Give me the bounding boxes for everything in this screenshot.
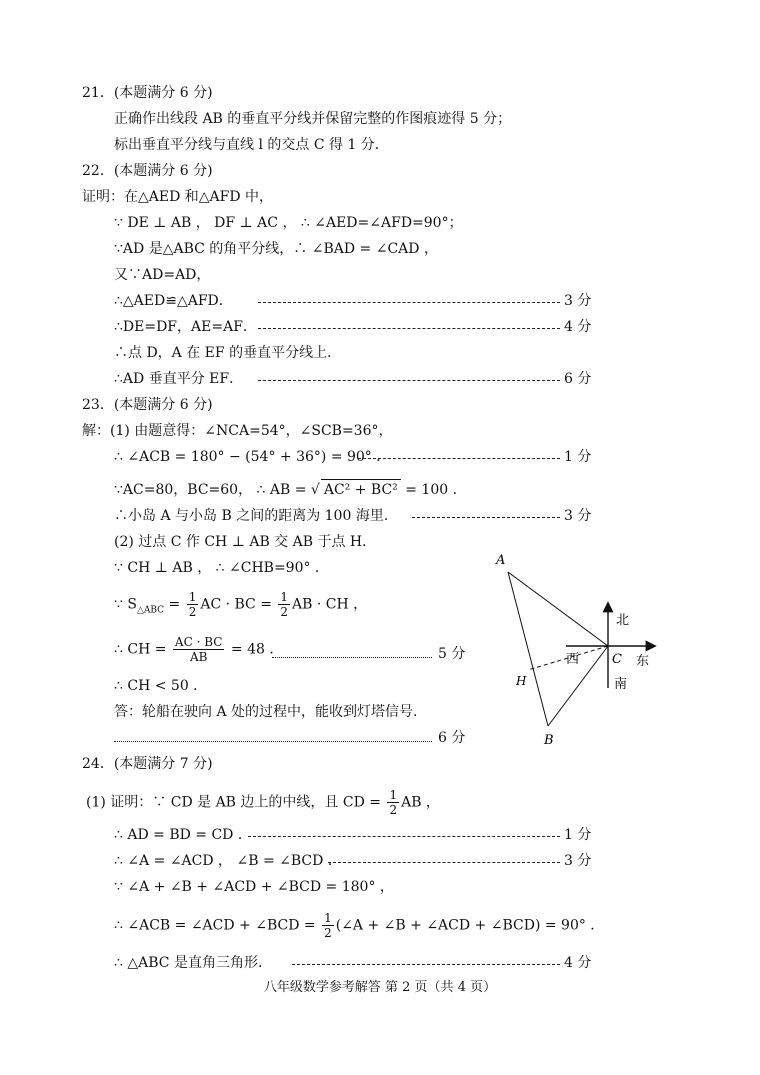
ch-fraction <box>173 635 225 664</box>
q23-line-3-b: = 100 ． <box>400 482 467 498</box>
fraction-denominator: 2 <box>188 605 197 619</box>
q22-line-6: ∴DE=DF，AE=AF． <box>114 319 257 335</box>
q22-heading: 22．(本题满分 6 分) <box>82 163 213 179</box>
score-leader <box>114 741 432 742</box>
compass-triangle-figure <box>490 548 662 748</box>
fraction-denominator: 2 <box>280 605 289 619</box>
area-subscript: △ABC <box>136 605 165 616</box>
segment-ab <box>508 572 548 726</box>
fraction-numerator: 1 <box>280 590 289 604</box>
score-5: 5 分 <box>438 646 466 662</box>
segment-ac <box>508 572 608 646</box>
score-leader <box>258 380 560 381</box>
point-c-label: C <box>612 652 622 667</box>
q22-line-7: ∴点 D，A 在 EF 的垂直平分线上． <box>114 345 342 361</box>
q23-line-7-b: AC · BC = <box>200 596 277 613</box>
point-a-label: A <box>496 553 506 568</box>
score-6: 6 分 <box>438 730 466 746</box>
score-4: 4 分 <box>564 319 592 335</box>
q23-line-5: (2) 过点 C 作 CH ⊥ AB 交 AB 于点 H． <box>114 534 377 550</box>
q24-line-1-b: AB ， <box>401 794 440 811</box>
fraction-denominator: AB <box>189 650 208 664</box>
sqrt-radicand: AC² + BC² <box>321 479 401 500</box>
fraction-denominator: 2 <box>324 926 332 940</box>
q23-line-7-c: AB · CH ， <box>292 596 368 613</box>
score-leader <box>258 302 560 303</box>
q23-line-8 <box>114 635 283 664</box>
q23-line-4: ∴小岛 A 与小岛 B 之间的距离为 100 海里． <box>114 508 398 524</box>
sqrt-symbol: √ <box>310 482 320 498</box>
east-label: 东 <box>636 654 650 669</box>
q24-line-6: ∴ △ABC 是直角三角形． <box>114 955 272 971</box>
q22-line-2: ∵ DE ⊥ AB ， DF ⊥ AC ， ∴ ∠AED=∠AFD=90°； <box>114 215 463 231</box>
area-symbol: ∵ S <box>114 596 137 613</box>
half-fraction <box>322 911 334 940</box>
q23-heading: 23．(本题满分 6 分) <box>82 397 213 413</box>
q24-line-1-a: (1) 证明：∵ CD 是 AB 边上的中线，且 CD = <box>86 794 386 811</box>
score-3: 3 分 <box>564 508 592 524</box>
fraction-denominator: 2 <box>389 803 398 817</box>
q23-line-9: ∴ CH < 50 ． <box>114 678 208 694</box>
q21-line-2: 标出垂直平分线与直线 l 的交点 C 得 1 分． <box>114 137 389 153</box>
south-label: 南 <box>614 677 628 692</box>
point-b-label: B <box>544 733 554 748</box>
fraction-numerator: AC · BC <box>174 635 223 649</box>
q23-line-1: 解：(1) 由题意得：∠NCA=54°，∠SCB=36°， <box>82 423 393 439</box>
score-leader <box>412 517 560 518</box>
half-fraction <box>387 788 399 817</box>
q23-line-7 <box>114 590 367 620</box>
q24-line-5-a: ∴ ∠ACB = ∠ACD + ∠BCD = <box>114 917 321 934</box>
score-leader <box>328 862 560 863</box>
q23-line-6: ∵ CH ⊥ AB ， ∴ ∠CHB=90° ． <box>114 560 329 576</box>
q21-heading: 21．(本题满分 6 分) <box>82 85 213 101</box>
q24-line-1 <box>86 788 440 817</box>
score-leader <box>248 836 560 837</box>
q24-line-5 <box>114 911 604 940</box>
q22-line-3: ∵AD 是△ABC 的角平分线，∴ ∠BAD = ∠CAD ， <box>114 241 438 257</box>
score-leader <box>272 657 432 658</box>
half-fraction <box>187 590 199 619</box>
score-leader <box>292 964 560 965</box>
page-footer: 八年级数学参考解答 第 2 页（共 4 页） <box>263 980 497 995</box>
q24-heading: 24．(本题满分 7 分) <box>82 756 213 772</box>
q24-line-2: ∴ AD = BD = CD ． <box>114 827 252 843</box>
q23-line-3 <box>114 479 467 500</box>
point-h-label: H <box>516 674 527 688</box>
score-leader <box>258 328 560 329</box>
score-3: 3 分 <box>564 853 592 869</box>
fraction-numerator: 1 <box>389 788 398 802</box>
fraction-numerator: 1 <box>324 911 332 925</box>
q21-line-1: 正确作出线段 AB 的垂直平分线并保留完整的作图痕迹得 5 分； <box>114 111 512 127</box>
q22-line-4: 又∵AD=AD， <box>114 267 211 283</box>
q22-line-5: ∴△AED≌△AFD． <box>114 293 233 309</box>
q24-line-3: ∴ ∠A = ∠ACD ， ∠B = ∠BCD ． <box>114 853 342 869</box>
score-1: 1 分 <box>564 449 592 465</box>
q22-line-8: ∴AD 垂直平分 EF． <box>114 371 244 387</box>
q23-line-8-b: = 48 ． <box>226 641 284 658</box>
q24-line-5-b: (∠A + ∠B + ∠ACD + ∠BCD) = 90° ． <box>335 917 605 934</box>
q23-line-3-a: ∵AC=80，BC=60， ∴ AB = <box>114 482 311 498</box>
q23-line-2: ∴ ∠ACB = 180° − (54° + 36°) = 90° ． <box>114 449 391 465</box>
q24-line-4: ∵ ∠A + ∠B + ∠ACD + ∠BCD = 180° ， <box>114 879 394 895</box>
score-leader <box>358 458 560 459</box>
north-label: 北 <box>616 613 630 628</box>
score-1: 1 分 <box>564 827 592 843</box>
equals: = <box>164 596 185 613</box>
score-4: 4 分 <box>564 955 592 971</box>
score-6: 6 分 <box>564 371 592 387</box>
fraction-numerator: 1 <box>188 590 197 604</box>
q23-line-10: 答：轮船在驶向 A 处的过程中，能收到灯塔信号． <box>114 704 428 720</box>
west-label: 西 <box>566 652 580 667</box>
q22-line-1: 证明：在△AED 和△AFD 中， <box>82 189 274 205</box>
half-fraction <box>278 590 290 619</box>
q23-line-8-a: ∴ CH = <box>114 641 171 658</box>
score-3: 3 分 <box>564 293 592 309</box>
